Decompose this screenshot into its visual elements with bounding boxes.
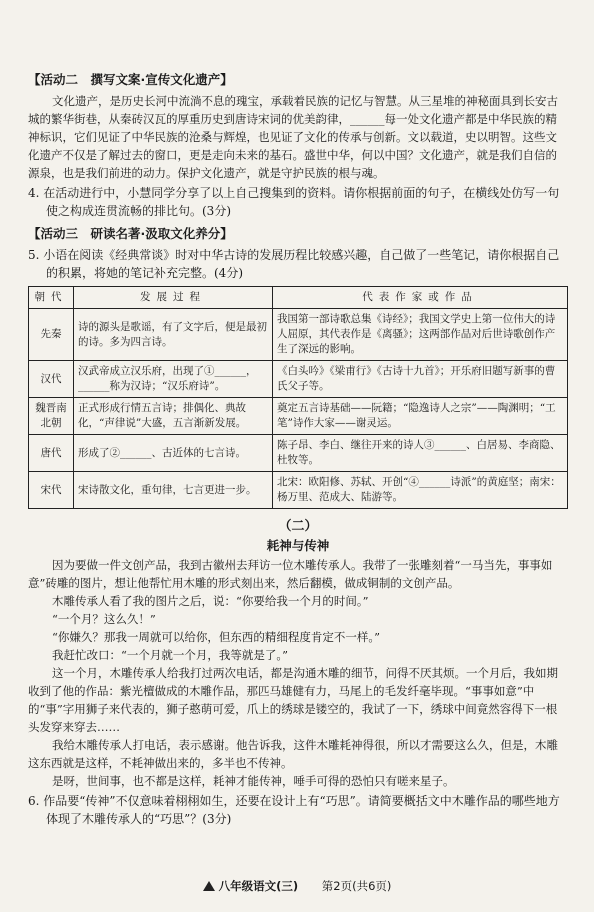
- story-paragraph: “一个月？这么久！”: [52, 612, 156, 626]
- cell-dynasty: 先秦: [29, 309, 74, 361]
- cell-dynasty: 宋代: [29, 472, 74, 509]
- story-paragraph: 是呀，世间事，也不都是这样，耗神才能传神，唾手可得的恐怕只有嗟来星子。: [52, 774, 455, 788]
- activity2-heading: 【活动二 撰写文案·宣传文化遗产】: [28, 72, 233, 87]
- cell-representatives: 陈子昂、李白、继往开来的诗人③______、白居易、李商隐、杜牧等。: [273, 435, 568, 472]
- story-paragraph: 我给木雕传承人打电话，表示感谢。他告诉我，这件木雕耗神得很，所以才需要这么久，但是，木雕这东西就是这样，不耗神做出来的，多半也不传神。: [28, 738, 558, 770]
- table-row: [29, 435, 568, 472]
- story-paragraph: “你嫌久？那我一周就可以给你，但东西的精细程度肯定不一样。”: [52, 630, 381, 644]
- header-development: 发展过程: [74, 287, 273, 309]
- story-paragraph: 我赶忙改口：“一个月就一个月，我等就是了。”: [52, 648, 289, 662]
- footer-page-number: 第2页(共6页): [321, 879, 392, 893]
- story-paragraph: 木雕传承人看了我的图片之后，说：“你要给我一个月的时间。”: [52, 594, 369, 608]
- story-title: 耗神与传神: [266, 538, 330, 553]
- footer-grade: 八年级语文(三): [203, 879, 299, 893]
- header-representatives: 代表作家或作品: [273, 287, 568, 309]
- cell-representatives: 奠定五言诗基础——阮籍；“隐逸诗人之宗”——陶渊明；“工笔”诗作大家——谢灵运。: [273, 398, 568, 435]
- table-row: [29, 309, 568, 361]
- cell-development: 宋诗散文化，重句律，七言更进一步。: [74, 472, 273, 509]
- cell-dynasty: 汉代: [29, 361, 74, 398]
- poetry-notes-table: [28, 286, 568, 509]
- story-paragraph: 因为要做一件文创产品，我到古徽州去拜访一位木雕传承人。我带了一张雕刻着“一马当先，事事如意”砖雕的图片，想让他帮忙用木雕的形式刻出来，然后翻模，做成铜制的文创产品。: [28, 558, 553, 590]
- header-dynasty: 朝代: [29, 287, 74, 309]
- activity2-paragraph: 文化遗产，是历史长河中流淌不息的瑰宝，承载着民族的记忆与智慧。从三星堆的神秘面具到长安古城的繁华街巷，从秦砖汉瓦的厚重历史到唐诗宋词的优美韵律，______每一处文化遗产都是中华民族的精神标识，它们见证了中华民族的沧桑与辉煌，也见证了文化的传承与创新。文以载道，史以明智。这些文化遗产不仅是了解过去的窗口，更是走向未来的基石。盛世中华，何以中国？文化遗产，就是我们自信的源泉，也是我们前进的动力。保护文化遗产，就是守护民族的根与魂。: [28, 94, 558, 180]
- question-6: 6. 作品要“传神”不仅意味着栩栩如生，还要在设计上有“巧思”。请简要概括文中木雕作品的哪些地方体现了木雕传承人的“巧思”？(3分): [28, 794, 560, 826]
- cell-development: 诗的源头是歌谣，有了文字后，便是最初的诗。多为四言诗。: [74, 309, 273, 361]
- cell-development: 正式形成行情五言诗；排偶化、典故化，“声律说”大盛，五言渐新发展。: [74, 398, 273, 435]
- question-5: 5. 小语在阅读《经典常谈》时对中华古诗的发展历程比较感兴趣，自己做了一些笔记，请你根据自己的积累，将她的笔记补充完整。(4分): [28, 248, 560, 280]
- table-row: [29, 472, 568, 509]
- triangle-icon: [203, 881, 215, 891]
- cell-development: 形成了②______、古近体的七言诗。: [74, 435, 273, 472]
- table-row: [29, 398, 568, 435]
- cell-dynasty: 魏晋南北朝: [29, 398, 74, 435]
- question-4: 4. 在活动进行中，小慧同学分享了以上自己搜集到的资料。请你根据前面的句子，在横线处仿写一句使之构成连贯流畅的排比句。(3分): [28, 186, 560, 218]
- story-paragraph: 这一个月，木雕传承人给我打过两次电话，都是沟通木雕的细节，问得不厌其烦。一个月后，我如期收到了他的作品：紫光檀做成的木雕作品，那匹马雄健有力，马尾上的毛发纤毫毕现。“事事如意”中的“事”字用狮子来代表的，狮子憨萌可爱，爪上的绣球是镂空的，我试了一下，绣球中间竟然容得下一根头发穿来穿去……: [28, 666, 558, 734]
- page-footer: [0, 878, 594, 894]
- cell-representatives: 北宋：欧阳修、苏轼、开创“④______诗派”的黄庭坚；南宋：杨万里、范成大、陆游等。: [273, 472, 568, 509]
- cell-development: 汉武帝成立汉乐府，出现了①______，______称为汉诗；“汉乐府诗”。: [74, 361, 273, 398]
- table-row: [29, 361, 568, 398]
- cell-representatives: 《白头吟》《梁甫行》《古诗十九首》；开乐府旧题写新事的曹氏父子等。: [273, 361, 568, 398]
- cell-representatives: 我国第一部诗歌总集《诗经》；我国文学史上第一位伟大的诗人屈原，其代表作是《离骚》；这两部作品对后世诗歌创作产生了深远的影响。: [273, 309, 568, 361]
- table-header-row: [29, 287, 568, 309]
- cell-dynasty: 唐代: [29, 435, 74, 472]
- section-number: （二）: [278, 519, 318, 534]
- activity3-heading: 【活动三 研读名著·汲取文化养分】: [28, 226, 233, 241]
- document-page: [28, 70, 568, 828]
